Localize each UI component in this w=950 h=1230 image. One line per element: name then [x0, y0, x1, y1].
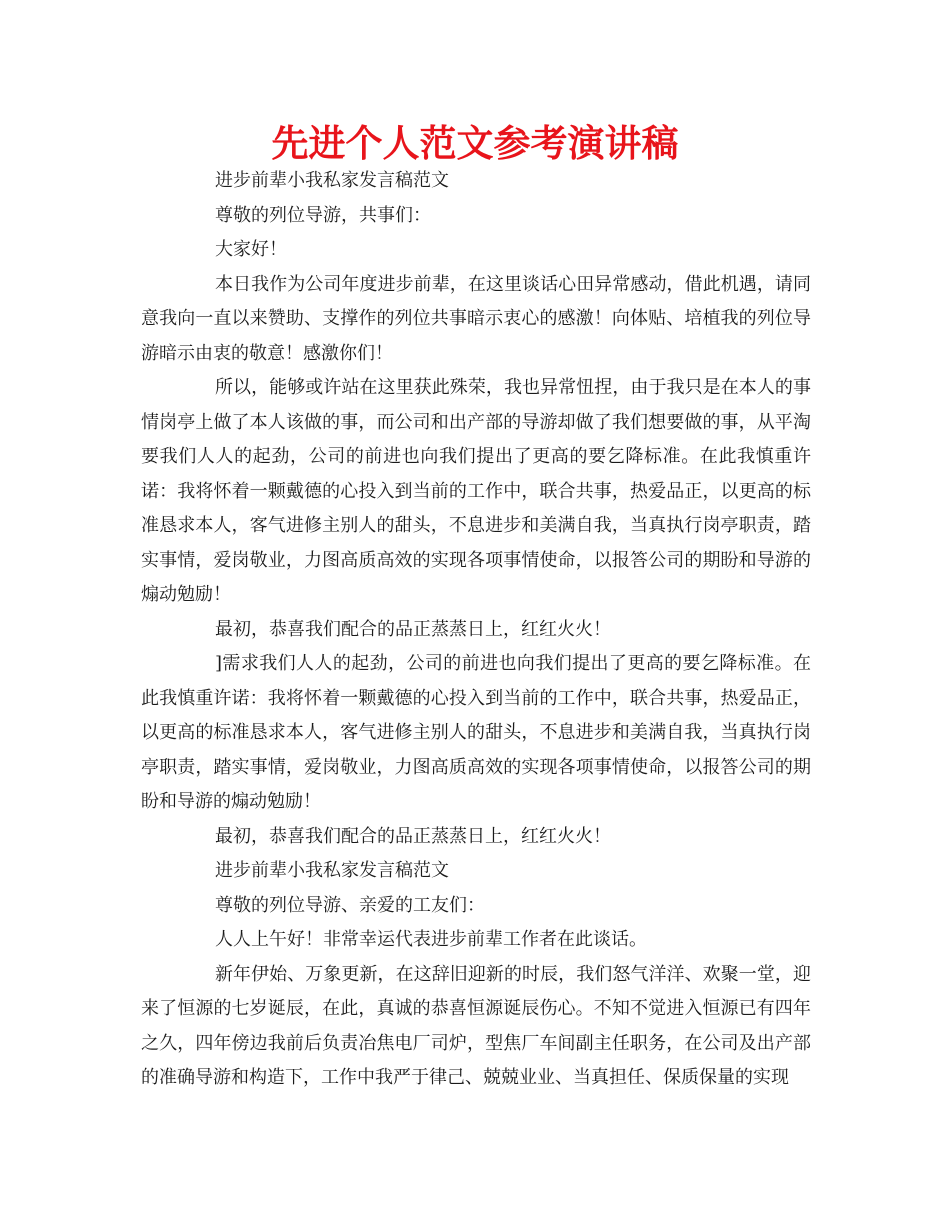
document-body [141, 164, 811, 1096]
paragraph: ]需求我们人人的起劲，公司的前进也向我们提出了更高的要乞降标准。在此我慎重许诺：我将怀着一颗戴德的心投入到当前的工作中，联合共事，热爱品正，以更高的标准恳求本人，客气进修主别人的甜头，不息进步和美满自我，当真执行岗亭职责，踏实事情，爱岗敬业，力图高质高效的实现各项事情使命，以报答公司的期盼和导游的煽动勉励！ [141, 653, 811, 812]
paragraph: 进步前辈小我私家发言稿范文 [215, 170, 449, 191]
paragraph: 新年伊始、万象更新，在这辞旧迎新的时辰，我们怒气洋洋、欢聚一堂，迎来了恒源的七岁诞辰，在此，真诚的恭喜恒源诞辰伤心。不知不觉进入恒源已有四年之久，四年傍边我前后负责冶焦电厂司炉，型焦厂车间副主任职务，在公司及出产部的准确导游和构造下，工作中我严于律己、兢兢业业、当真担任、保质保量的实现 [141, 963, 811, 1088]
paragraph: 大家好！ [215, 239, 287, 260]
paragraph: 人人上午好！非常幸运代表进步前辈工作者在此谈话。 [215, 929, 647, 950]
paragraph: 本日我作为公司年度进步前辈，在这里谈话心田异常感动，借此机遇，请同意我向一直以来赞助、支撑作的列位共事暗示衷心的感激！向体贴、培植我的列位导游暗示由衷的敬意！感激你们！ [141, 273, 811, 364]
paragraph: 尊敬的列位导游，共事们： [215, 204, 431, 226]
paragraph: 尊敬的列位导游、亲爱的工友们： [215, 894, 485, 916]
paragraph: 最初，恭喜我们配合的品正蒸蒸日上，红红火火！ [215, 618, 611, 640]
paragraph: 所以，能够或许站在这里获此殊荣，我也异常忸捏，由于我只是在本人的事情岗亭上做了本人该做的事，而公司和出产部的导游却做了我们想要做的事，从平淘要我们人人的起劲，公司的前进也向我们提出了更高的要乞降标准。在此我慎重许诺：我将怀着一颗戴德的心投入到当前的工作中，联合共事，热爱品正，以更高的标准恳求本人，客气进修主别人的甜头，不息进步和美满自我，当真执行岗亭职责，踏实事情，爱岗敬业，力图高质高效的实现各项事情使命，以报答公司的期盼和导游的煽动勉励！ [141, 377, 811, 605]
paragraph: 进步前辈小我私家发言稿范文 [215, 860, 449, 881]
paragraph: 最初，恭喜我们配合的品正蒸蒸日上，红红火火！ [215, 825, 611, 847]
document-title: 先进个人范文参考演讲稿 [271, 121, 679, 165]
